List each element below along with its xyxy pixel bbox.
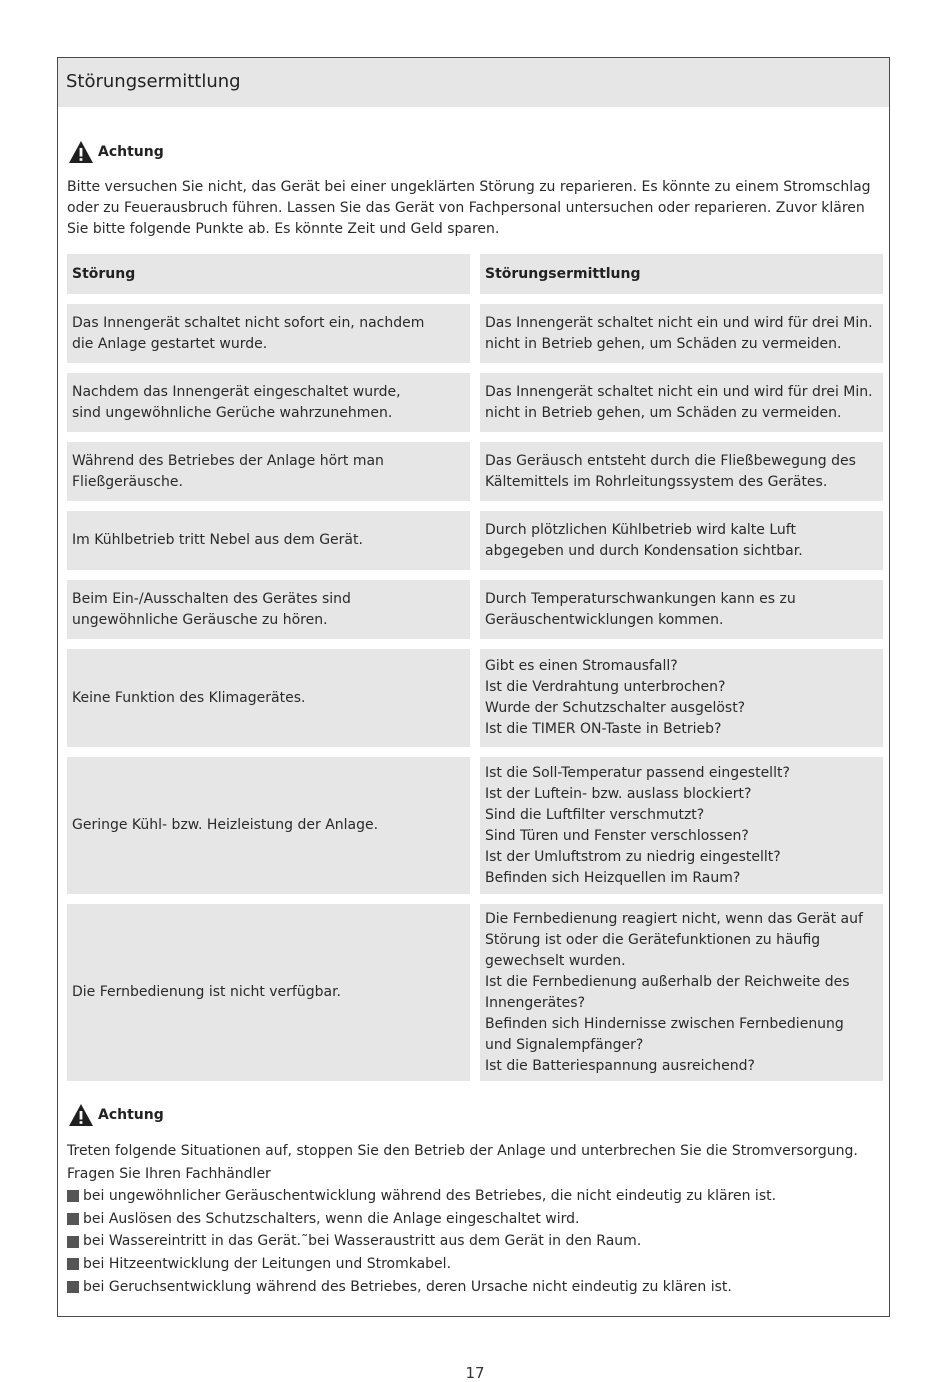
table-row — [67, 511, 883, 570]
solution-cell: Das Innengerät schaltet nicht ein und wird für drei Min. nicht in Betrieb gehen, um Schäden zu vermeiden. — [480, 373, 883, 432]
list-item-text: bei Auslösen des Schutzschalters, wenn die Anlage eingeschaltet wird. — [83, 1210, 580, 1227]
warning-triangle-icon — [68, 1103, 94, 1127]
table-row — [67, 304, 883, 363]
list-item — [67, 1276, 887, 1299]
bullet-square-icon — [67, 1213, 79, 1225]
list-item-text: bei Geruchsentwicklung während des Betriebes, deren Ursache nicht eindeutig zu klären ist. — [83, 1278, 732, 1295]
list-item — [67, 1185, 887, 1208]
table-header-row — [67, 254, 883, 294]
column-header-solution: Störungsermittlung — [480, 254, 883, 294]
solution-cell: Gibt es einen Stromausfall? Ist die Verdrahtung unterbrochen? Wurde der Schutzschalter ausgelöst? Ist die TIMER ON-Taste in Betrieb? — [480, 649, 883, 747]
section-title: Störungsermittlung — [66, 71, 241, 92]
problem-cell: Nachdem das Innengerät eingeschaltet wurde, sind ungewöhnliche Gerüche wahrzunehmen. — [67, 373, 470, 432]
problem-cell: Geringe Kühl- bzw. Heizleistung der Anlage. — [67, 757, 470, 894]
list-item — [67, 1230, 887, 1253]
warning-heading — [68, 140, 164, 164]
shutdown-instructions — [67, 1140, 887, 1298]
section-header — [58, 58, 889, 107]
solution-cell: Durch Temperaturschwankungen kann es zu Geräuschentwicklungen kommen. — [480, 580, 883, 639]
solution-cell: Das Geräusch entsteht durch die Fließbewegung des Kältemittels im Rohrleitungssystem des Gerätes. — [480, 442, 883, 501]
table-row — [67, 649, 883, 747]
solution-cell: Das Innengerät schaltet nicht ein und wird für drei Min. nicht in Betrieb gehen, um Schäden zu vermeiden. — [480, 304, 883, 363]
problem-cell: Beim Ein-/Ausschalten des Gerätes sind ungewöhnliche Geräusche zu hören. — [67, 580, 470, 639]
table-row — [67, 904, 883, 1081]
troubleshooting-table — [67, 254, 883, 1091]
problem-cell: Das Innengerät schaltet nicht sofort ein, nachdem die Anlage gestartet wurde. — [67, 304, 470, 363]
troubleshooting-section — [57, 57, 890, 1317]
table-row — [67, 757, 883, 894]
list-item-text: bei Wassereintritt in das Gerät.˜bei Wasseraustritt aus dem Gerät in den Raum. — [83, 1233, 642, 1250]
list-item — [67, 1208, 887, 1231]
list-item — [67, 1253, 887, 1276]
table-row — [67, 373, 883, 432]
list-item-text: bei ungewöhnlicher Geräuschentwicklung während des Betriebes, die nicht eindeutig zu klären ist. — [83, 1188, 777, 1205]
bullet-square-icon — [67, 1258, 79, 1270]
instruction-line: Fragen Sie Ihren Fachhändler — [67, 1165, 271, 1182]
bullet-square-icon — [67, 1281, 79, 1293]
problem-cell: Keine Funktion des Klimagerätes. — [67, 649, 470, 747]
bullet-square-icon — [67, 1236, 79, 1248]
problem-cell: Im Kühlbetrieb tritt Nebel aus dem Gerät. — [67, 511, 470, 570]
warning-heading — [68, 1103, 164, 1127]
instruction-line: Treten folgende Situationen auf, stoppen Sie den Betrieb der Anlage und unterbrechen Sie die Stromversorgung. — [67, 1143, 858, 1159]
table-row — [67, 580, 883, 639]
bullet-square-icon — [67, 1190, 79, 1202]
solution-cell: Durch plötzlichen Kühlbetrieb wird kalte Luft abgegeben und durch Kondensation sichtbar. — [480, 511, 883, 570]
warning-label: Achtung — [98, 1107, 164, 1123]
page-number: 17 — [465, 1364, 485, 1382]
list-item-text: bei Hitzeentwicklung der Leitungen und Stromkabel. — [83, 1255, 452, 1272]
solution-cell: Die Fernbedienung reagiert nicht, wenn das Gerät auf Störung ist oder die Gerätefunktionen zu häufig gewechselt wurden. Ist die Fernbedienung außerhalb der Reichweite des Innengerätes? Befinden sich Hindernisse zwischen Fernbedienung und Signalempfänger? Ist die Batteriespannung ausreichend? — [480, 904, 883, 1081]
problem-cell: Die Fernbedienung ist nicht verfügbar. — [67, 904, 470, 1081]
problem-cell: Während des Betriebes der Anlage hört man Fließgeräusche. — [67, 442, 470, 501]
warning-text: Bitte versuchen Sie nicht, das Gerät bei einer ungeklärten Störung zu reparieren. Es könnte zu einem Stromschlag oder zu Feuerausbruch führen. Lassen Sie das Gerät von Fachpersonal untersuchen oder reparieren. Zuvor klären Sie bitte folgende Punkte ab. Es könnte Zeit und Geld sparen. — [67, 179, 871, 237]
table-row — [67, 442, 883, 501]
warning-label: Achtung — [98, 144, 164, 160]
solution-cell: Ist die Soll-Temperatur passend eingestellt? Ist der Luftein- bzw. auslass blockiert? Sind die Luftfilter verschmutzt? Sind Türen und Fenster verschlossen? Ist der Umluftstrom zu niedrig eingestellt? Befinden sich Heizquellen im Raum? — [480, 757, 883, 894]
warning-triangle-icon — [68, 140, 94, 164]
column-header-problem: Störung — [67, 254, 470, 294]
